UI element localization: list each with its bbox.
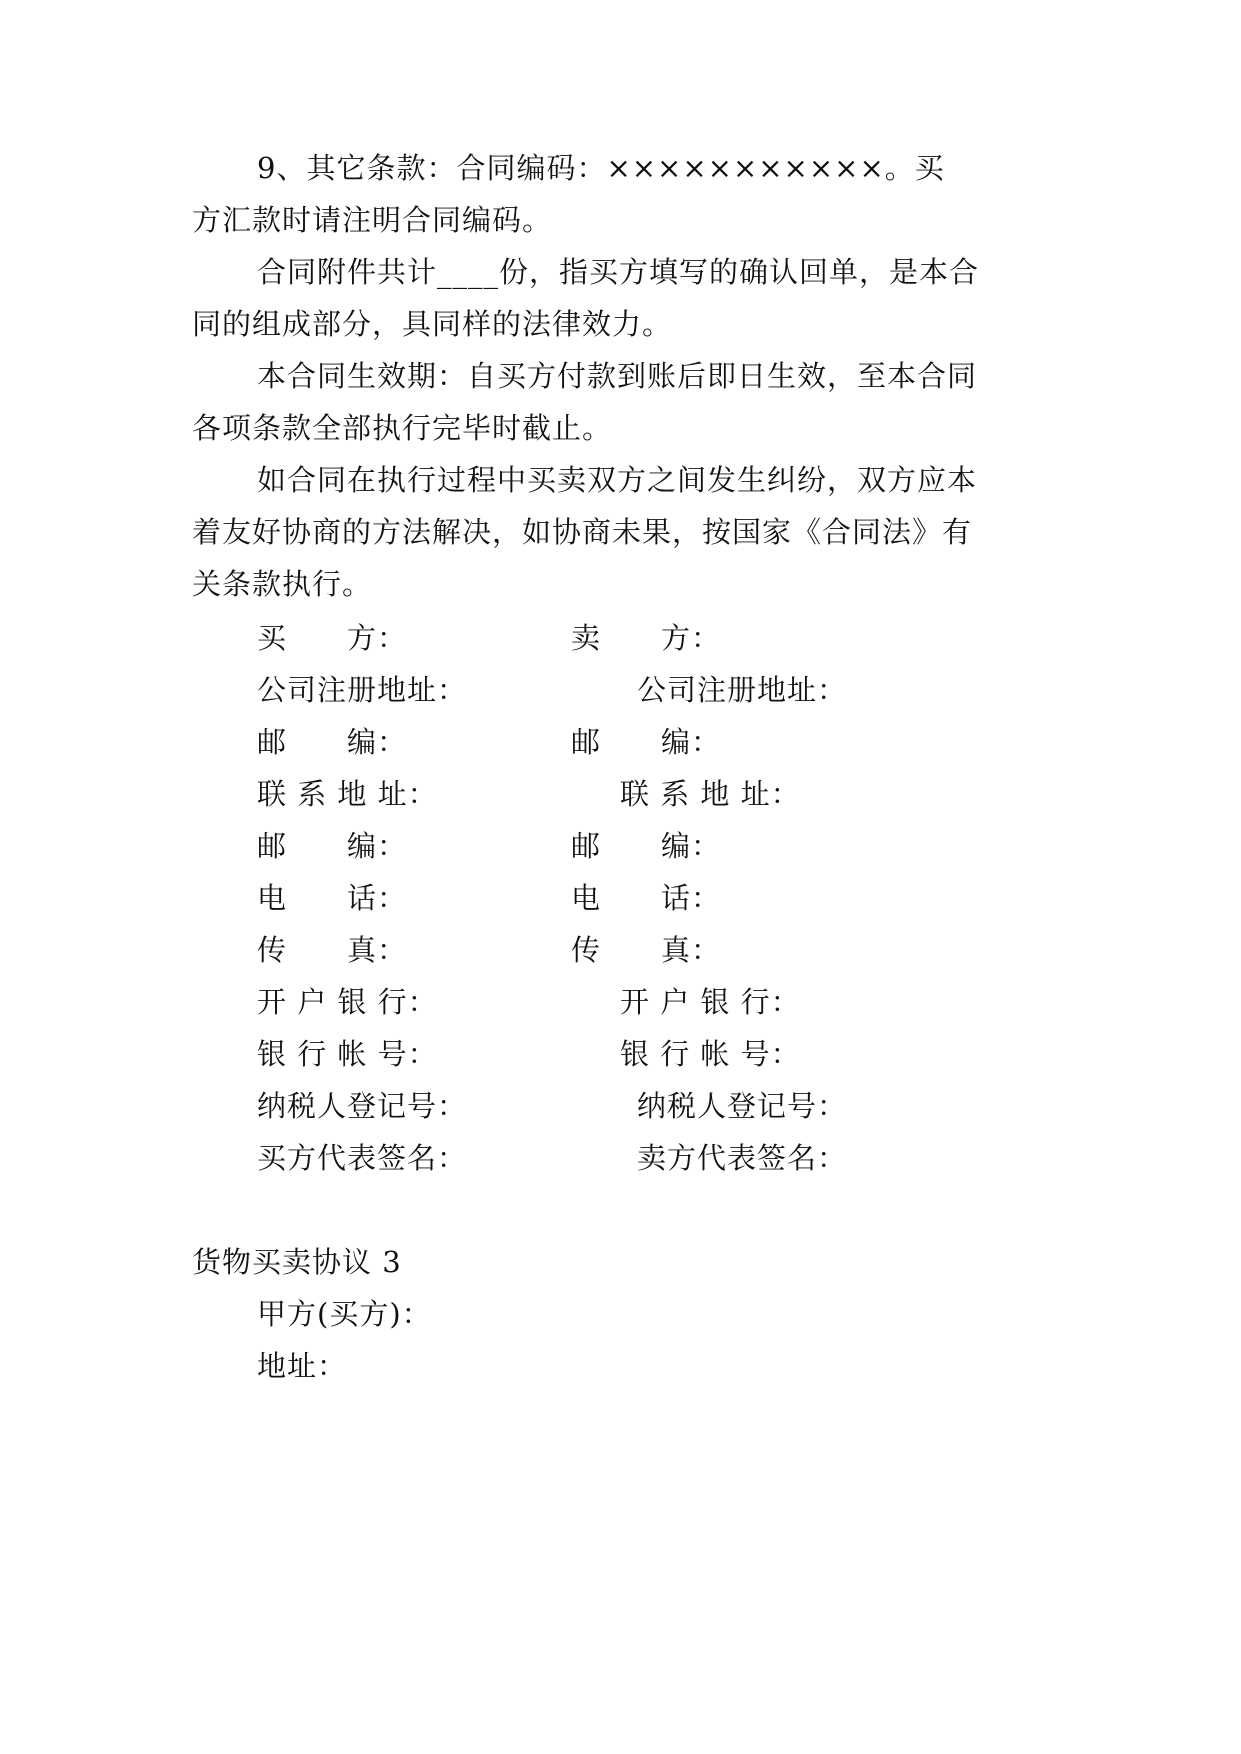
seller-bank-label: 开 户 银 行： <box>620 985 801 1019</box>
attachment-clause-line-1: 合同附件共计____份，指买方填写的确认回单，是本合 <box>257 255 980 289</box>
buyer-bank-label: 开 户 银 行： <box>257 985 438 1019</box>
seller-account-label: 银 行 帐 号： <box>620 1037 801 1071</box>
address-label: 地址： <box>257 1349 348 1383</box>
buyer-tax-id-label: 纳税人登记号： <box>257 1089 468 1123</box>
buyer-registered-address-label: 公司注册地址： <box>257 673 468 707</box>
buyer-label: 买 方： <box>257 621 408 655</box>
dispute-clause-line-3: 关条款执行。 <box>192 567 373 601</box>
section-title: 货物买卖协议 3 <box>192 1245 402 1279</box>
effective-clause-line-1: 本合同生效期：自买方付款到账后即日生效，至本合同 <box>257 359 978 393</box>
buyer-postcode-label-2: 邮 编： <box>257 829 408 863</box>
buyer-contact-address-label: 联 系 地 址： <box>257 777 438 811</box>
party-a-label: 甲方(买方)： <box>257 1297 432 1331</box>
seller-signature-label: 卖方代表签名： <box>637 1141 848 1175</box>
attachment-clause-line-2: 同的组成部分，具同样的法律效力。 <box>192 307 673 341</box>
seller-tax-id-label: 纳税人登记号： <box>637 1089 848 1123</box>
seller-postcode-label: 邮 编： <box>571 725 722 759</box>
effective-clause-line-2: 各项条款全部执行完毕时截止。 <box>192 411 613 445</box>
buyer-account-label: 银 行 帐 号： <box>257 1037 438 1071</box>
buyer-fax-label: 传 真： <box>257 933 408 967</box>
clause-9-line-2: 方汇款时请注明合同编码。 <box>192 203 553 237</box>
buyer-signature-label: 买方代表签名： <box>257 1141 468 1175</box>
buyer-postcode-label: 邮 编： <box>257 725 408 759</box>
seller-registered-address-label: 公司注册地址： <box>637 673 848 707</box>
seller-label: 卖 方： <box>571 621 722 655</box>
buyer-phone-label: 电 话： <box>257 881 408 915</box>
seller-fax-label: 传 真： <box>571 933 722 967</box>
clause-9-line-1: 9、其它条款：合同编码：×××××××××××。买 <box>257 151 945 185</box>
seller-contact-address-label: 联 系 地 址： <box>620 777 801 811</box>
dispute-clause-line-2: 着友好协商的方法解决，如协商未果，按国家《合同法》有 <box>192 515 973 549</box>
seller-postcode-label-2: 邮 编： <box>571 829 722 863</box>
dispute-clause-line-1: 如合同在执行过程中买卖双方之间发生纠纷，双方应本 <box>257 463 978 497</box>
seller-phone-label: 电 话： <box>571 881 722 915</box>
